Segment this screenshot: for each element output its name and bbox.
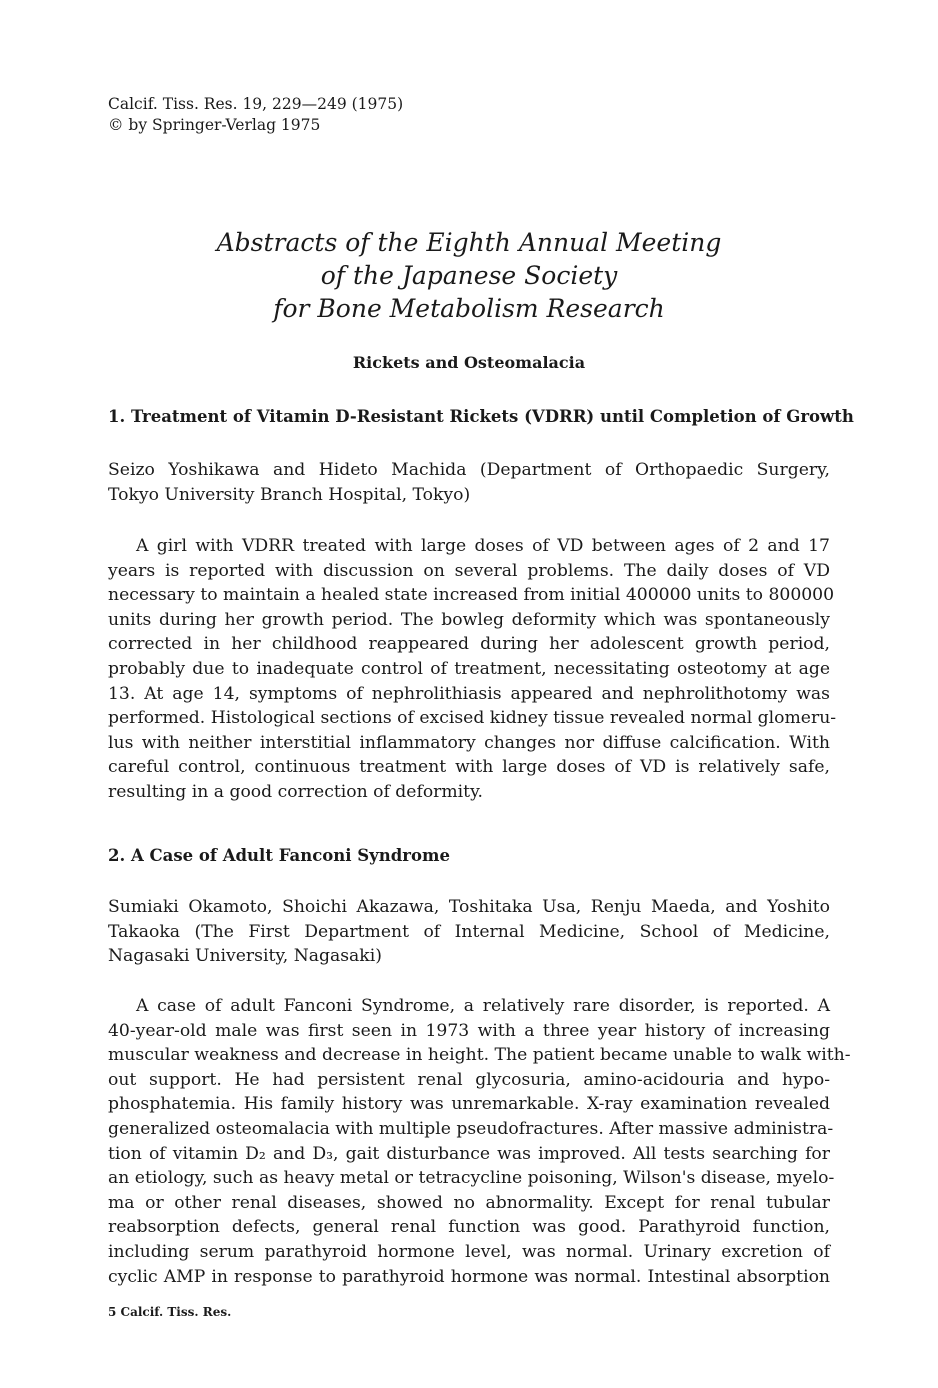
section-heading: Rickets and Osteomalacia — [352, 353, 586, 372]
body-line: out support. He had persistent renal glycosuria, amino-acidouria and hypo- — [108, 1069, 830, 1090]
abstract-2-body — [108, 994, 851, 1289]
body-line: generalized osteomalacia with multiple pseudofractures. After massive administra- — [108, 1118, 834, 1139]
body-line: A girl with VDRR treated with large doses of VD between ages of 2 and 17 — [136, 536, 830, 556]
body-line: corrected in her childhood reappeared during her adolescent growth period, — [108, 634, 830, 655]
journal-citation: Calcif. Tiss. Res. 19, 229—249 (1975) — [108, 95, 404, 113]
author-line: Nagasaki University, Nagasaki) — [108, 946, 382, 967]
author-line: Sumiaki Okamoto, Shoichi Akazawa, Toshitaka Usa, Renju Maeda, and Yoshito — [108, 897, 830, 917]
body-line: muscular weakness and decrease in height. The patient became unable to walk with- — [108, 1045, 851, 1066]
body-line: tion of vitamin D₂ and D₃, gait disturbance was improved. All tests searching for — [108, 1143, 830, 1164]
copyright-line: © by Springer-Verlag 1975 — [108, 116, 321, 134]
author-line: Seizo Yoshikawa and Hideto Machida (Department of Orthopaedic Surgery, — [108, 460, 830, 480]
body-line: years is reported with discussion on several problems. The daily doses of VD — [108, 560, 830, 581]
author-line: Takaoka (The First Department of Internal Medicine, School of Medicine, — [108, 921, 830, 942]
page-footer: 5 Calcif. Tiss. Res. — [108, 1305, 232, 1319]
abstract-2-heading: 2. A Case of Adult Fanconi Syndrome — [108, 846, 450, 865]
abstract-2-authors — [108, 895, 830, 969]
abstract-1-authors — [108, 458, 830, 507]
body-line: careful control, continuous treatment with large doses of VD is relatively safe, — [108, 757, 830, 778]
body-line: including serum parathyroid hormone level, was normal. Urinary excretion of — [108, 1241, 830, 1262]
body-line: A case of adult Fanconi Syndrome, a relatively rare disorder, is reported. A — [136, 996, 830, 1016]
body-line: an etiology, such as heavy metal or tetracycline poisoning, Wilson's disease, myelo- — [108, 1168, 835, 1189]
body-line: performed. Histological sections of excised kidney tissue revealed normal glomeru- — [108, 708, 837, 729]
abstract-1-body — [108, 534, 837, 805]
body-line: units during her growth period. The bowleg deformity which was spontaneously — [108, 609, 830, 630]
body-line: 40-year-old male was first seen in 1973 with a three year history of increasing — [108, 1020, 830, 1041]
body-line: probably due to inadequate control of treatment, necessitating osteotomy at age — [108, 658, 830, 679]
author-line: Tokyo University Branch Hospital, Tokyo) — [108, 484, 471, 505]
body-line: reabsorption defects, general renal function was good. Parathyroid function, — [108, 1217, 830, 1238]
body-line: ma or other renal diseases, showed no abnormality. Except for renal tubular — [108, 1192, 830, 1213]
body-line: necessary to maintain a healed state increased from initial 400000 units to 800000 — [108, 585, 835, 606]
title-line-3: for Bone Metabolism Research — [273, 294, 665, 323]
journal-citation-block — [108, 94, 403, 136]
body-line: cyclic AMP in response to parathyroid hormone was normal. Intestinal absorption — [108, 1266, 830, 1287]
abstract-1-heading: 1. Treatment of Vitamin D-Resistant Rickets (VDRR) until Completion of Growth — [108, 407, 854, 426]
body-line: resulting in a good correction of deformity. — [108, 781, 483, 802]
body-line: 13. At age 14, symptoms of nephrolithiasis appeared and nephrolithotomy was — [108, 683, 830, 704]
meeting-title — [0, 226, 938, 325]
title-line-2: of the Japanese Society — [320, 261, 618, 290]
body-line: lus with neither interstitial inflammatory changes nor diffuse calcification. With — [108, 732, 830, 753]
body-line: phosphatemia. His family history was unremarkable. X-ray examination revealed — [108, 1094, 830, 1115]
title-line-1: Abstracts of the Eighth Annual Meeting — [216, 228, 722, 257]
